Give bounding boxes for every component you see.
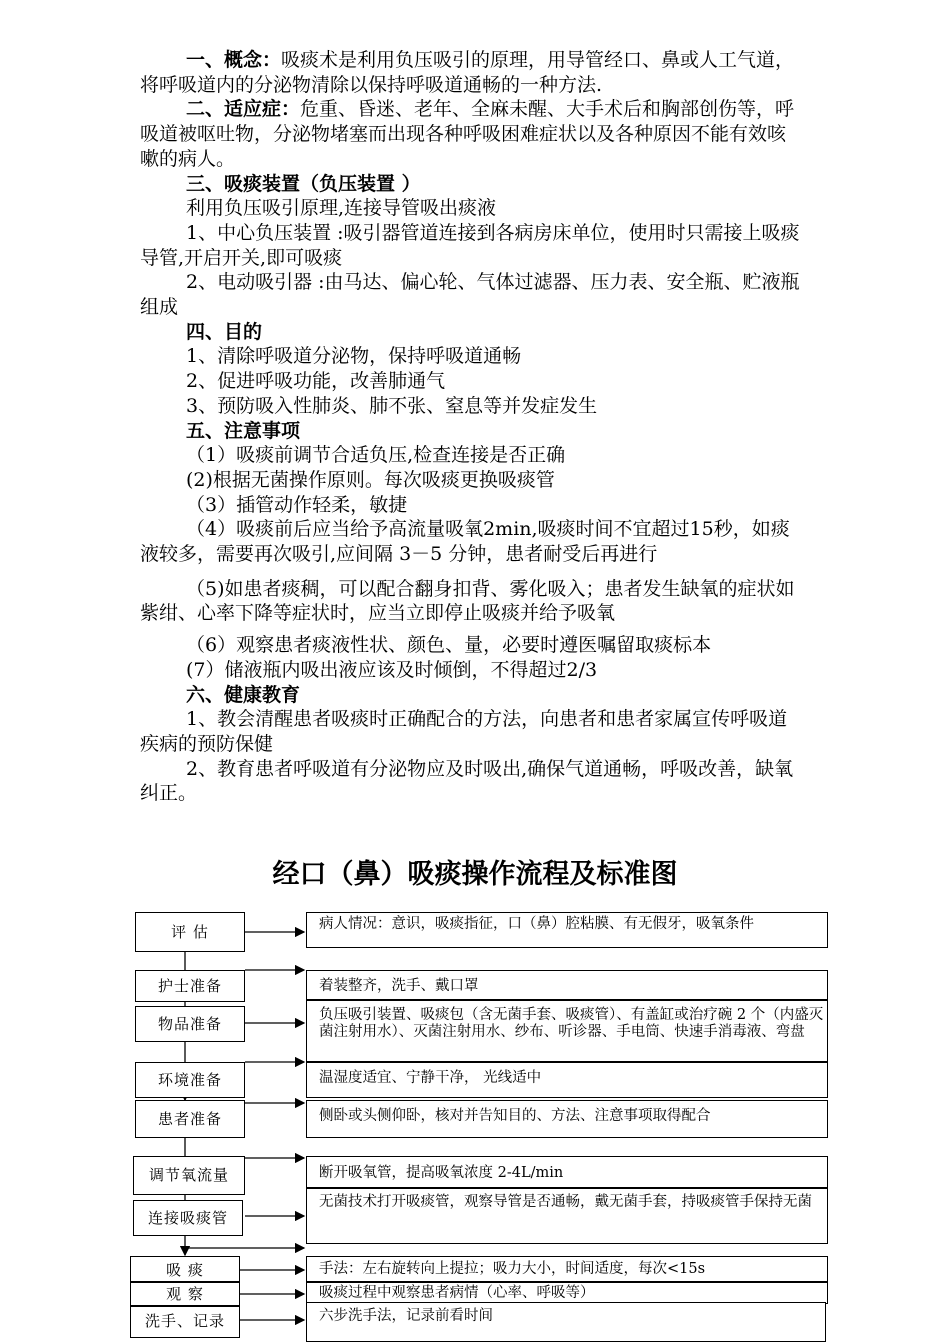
section-text: 吸痰术是利用负压吸引的原理，用导管经口、鼻或人工气道，将呼吸道内的分泌物清除以保持呼吸道通畅的一种方法. [140, 49, 795, 96]
list-item: 2、教育患者呼吸道有分泌物应及时吸出,确保气道通畅，呼吸改善，缺氧纠正。 [140, 757, 794, 805]
list-item: 2、促进呼吸功能，改善肺通气 [186, 370, 446, 393]
detail-supplies-prep [306, 1000, 828, 1062]
list-item: (7）储液瓶内吸出液应该及时倾倒，不得超过2/3 [186, 658, 598, 681]
list-item: 1、教会清醒患者吸痰时正确配合的方法，向患者和患者家属宣传呼吸道疾病的预防保健 [140, 708, 788, 755]
section-heading: 四、目的 [186, 320, 263, 343]
list-item: 2、电动吸引器 :由马达、偏心轮、气体过滤器、压力表、安全瓶、贮液瓶组成 [140, 271, 800, 319]
section-heading: 二、适应症： [186, 98, 301, 121]
step-wash-record [130, 1306, 240, 1338]
list-item: 1、清除呼吸道分泌物，保持呼吸道通畅 [186, 345, 522, 368]
detail-environment-prep [306, 1062, 828, 1098]
step-detail: 负压吸引装置、吸痰包（含无菌手套、吸痰管）、有盖缸或治疗碗 2 个（内盛灭菌注射用水）、灭菌注射用水、纱布、听诊器、手电筒、快速手消毒液、弯盘 [319, 1007, 824, 1040]
step-detail: 断开吸氧管，提高吸氧浓度 2-4L/min [319, 1165, 564, 1181]
detail-assess [306, 912, 828, 948]
list-item: 1、中心负压装置 :吸引器管道连接到各病房床单位，使用时只需接上吸痰导管,开启开关,即可吸痰 [140, 221, 800, 269]
step-label: 调节氧流量 [148, 1166, 229, 1184]
step-detail: 侧卧或头侧仰卧，核对并告知目的、方法、注意事项取得配合 [319, 1108, 711, 1124]
step-label: 连接吸痰管 [147, 1209, 228, 1227]
list-item: (2)根据无菌操作原则。每次吸痰更换吸痰管 [186, 468, 555, 491]
step-detail: 着装整齐，洗手、戴口罩 [319, 978, 479, 994]
step-connect-tube [133, 1200, 243, 1236]
detail-suction [306, 1256, 828, 1282]
step-label: 吸 痰 [166, 1261, 204, 1279]
step-detail: 吸痰过程中观察患者病情（心率、呼吸等） [319, 1285, 595, 1301]
list-item: （6）观察患者痰液性状、颜色、量，必要时遵医嘱留取痰标本 [186, 634, 712, 657]
step-oxygen-flow [133, 1156, 245, 1195]
step-label: 物品准备 [157, 1015, 222, 1033]
flowchart-title: 经口（鼻）吸痰操作流程及标准图 [272, 859, 678, 890]
step-detail: 温湿度适宜、宁静干净， 光线适中 [319, 1070, 542, 1086]
step-environment-prep [135, 1062, 245, 1098]
section-heading: 一、概念： [186, 49, 282, 71]
step-label: 观 察 [166, 1285, 204, 1303]
list-item: （5)如患者痰稠，可以配合翻身扣背、雾化吸入；患者发生缺氧的症状如紫绀、心率下降等症状时，应当立即停止吸痰并给予吸氧 [140, 577, 795, 625]
list-item: （4）吸痰前后应当给予高流量吸氧2min,吸痰时间不宜超过15秒，如痰液较多，需要再次吸引,应间隔 3－5 分钟，患者耐受后再进行 [140, 518, 790, 566]
step-label: 评 估 [171, 923, 209, 941]
detail-nurse-prep [306, 970, 828, 1000]
step-observe [130, 1282, 240, 1306]
step-patient-prep [135, 1100, 245, 1138]
detail-oxygen-flow [306, 1156, 828, 1188]
step-suction [130, 1256, 240, 1282]
list-item: 3、预防吸入性肺炎、肺不张、窒息等并发症发生 [186, 394, 598, 417]
step-nurse-prep [135, 970, 245, 1002]
detail-wash-record [306, 1302, 826, 1342]
step-detail: 无菌技术打开吸痰管，观察导管是否通畅，戴无菌手套，持吸痰管手保持无菌 [319, 1194, 812, 1210]
step-detail: 手法：左右旋转向上提拉；吸力大小，时间适度，每次<15s [319, 1261, 706, 1277]
detail-connect-tube [306, 1188, 828, 1244]
paragraph: 利用负压吸引原理,连接导管吸出痰液 [186, 197, 497, 220]
step-label: 护士准备 [157, 977, 222, 995]
list-item: （1）吸痰前调节合适负压,检查连接是否正确 [186, 444, 566, 467]
section-heading: 五、注意事项 [186, 419, 301, 442]
step-label: 洗手、记录 [144, 1312, 225, 1330]
step-detail: 病人情况：意识，吸痰指征，口（鼻）腔粘膜、有无假牙，吸氧条件 [319, 916, 754, 932]
detail-patient-prep [306, 1100, 828, 1138]
list-item: （3）插管动作轻柔，敏捷 [186, 493, 408, 516]
step-supplies-prep [135, 1006, 245, 1042]
section-heading: 三、吸痰装置（负压装置 ） [186, 172, 421, 195]
step-detail: 六步洗手法，记录前看时间 [319, 1308, 493, 1324]
section-text: 危重、昏迷、老年、全麻未醒、大手术后和胸部创伤等，呼吸道被呕吐物，分泌物堵塞而出现各种呼吸困难症状以及各种原因不能有效咳嗽的病人。 [140, 98, 795, 170]
step-label: 环境准备 [157, 1071, 222, 1089]
section-heading: 六、健康教育 [186, 683, 301, 706]
step-assess [135, 912, 245, 952]
detail-observe [306, 1282, 828, 1304]
step-label: 患者准备 [157, 1110, 222, 1128]
